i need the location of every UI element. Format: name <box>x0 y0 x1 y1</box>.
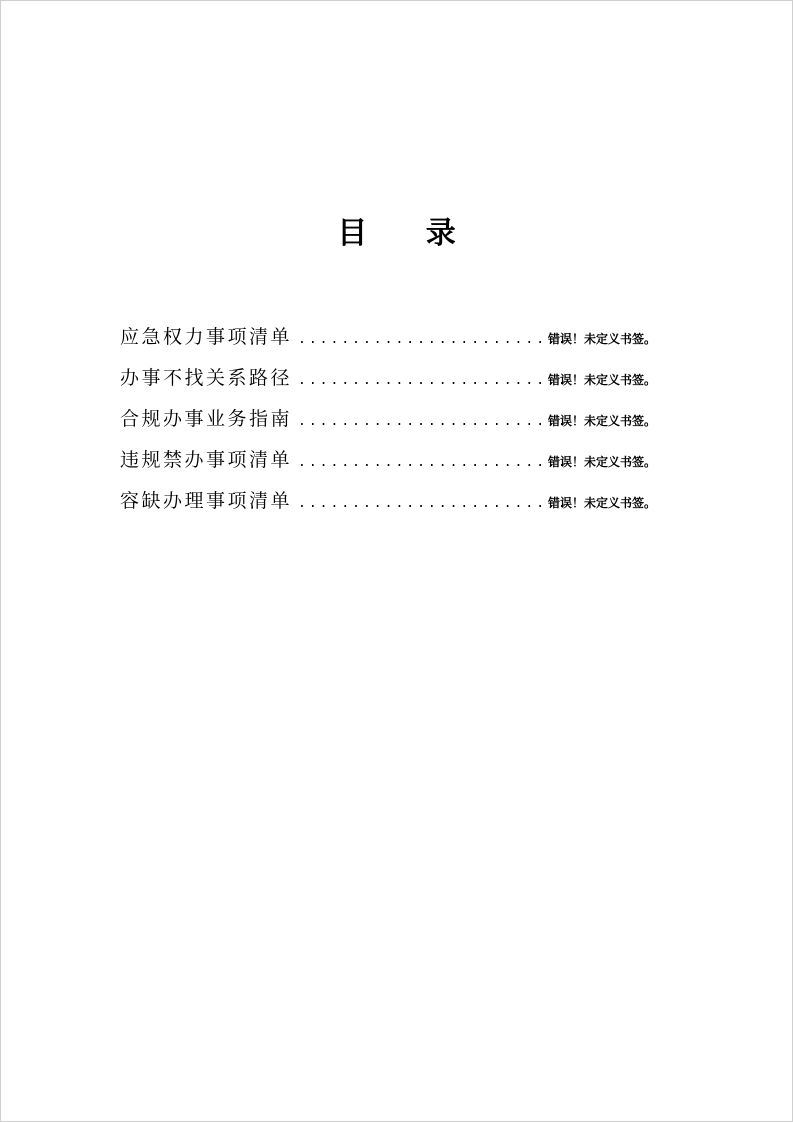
toc-dot-leader: ......................... <box>298 373 569 388</box>
table-of-contents <box>120 322 670 527</box>
toc-page-reference[interactable]: 错误！未定义书签。 <box>548 332 657 346</box>
page-title: 目 录 <box>337 216 480 251</box>
toc-entry[interactable] <box>120 322 670 363</box>
toc-entry-label[interactable]: 违规禁办事项清单 <box>120 449 293 471</box>
toc-dot-leader: ......................... <box>298 332 569 347</box>
toc-entry[interactable] <box>120 404 670 445</box>
toc-page-reference[interactable]: 错误！未定义书签。 <box>548 414 657 428</box>
toc-dot-leader: ......................... <box>298 414 569 429</box>
toc-entry[interactable] <box>120 363 670 404</box>
toc-entry[interactable] <box>120 445 670 486</box>
toc-entry-label[interactable]: 合规办事业务指南 <box>120 408 293 430</box>
toc-entry-label[interactable]: 容缺办理事项清单 <box>120 490 293 512</box>
toc-page-reference[interactable]: 错误！未定义书签。 <box>548 373 657 387</box>
toc-dot-leader: ......................... <box>298 455 569 470</box>
toc-dot-leader: ......................... <box>298 496 569 511</box>
toc-page-reference[interactable]: 错误！未定义书签。 <box>548 455 657 469</box>
toc-page-reference[interactable]: 错误！未定义书签。 <box>548 496 657 510</box>
toc-entry-label[interactable]: 应急权力事项清单 <box>120 326 293 348</box>
toc-entry[interactable] <box>120 486 670 527</box>
toc-entry-label[interactable]: 办事不找关系路径 <box>120 367 293 389</box>
